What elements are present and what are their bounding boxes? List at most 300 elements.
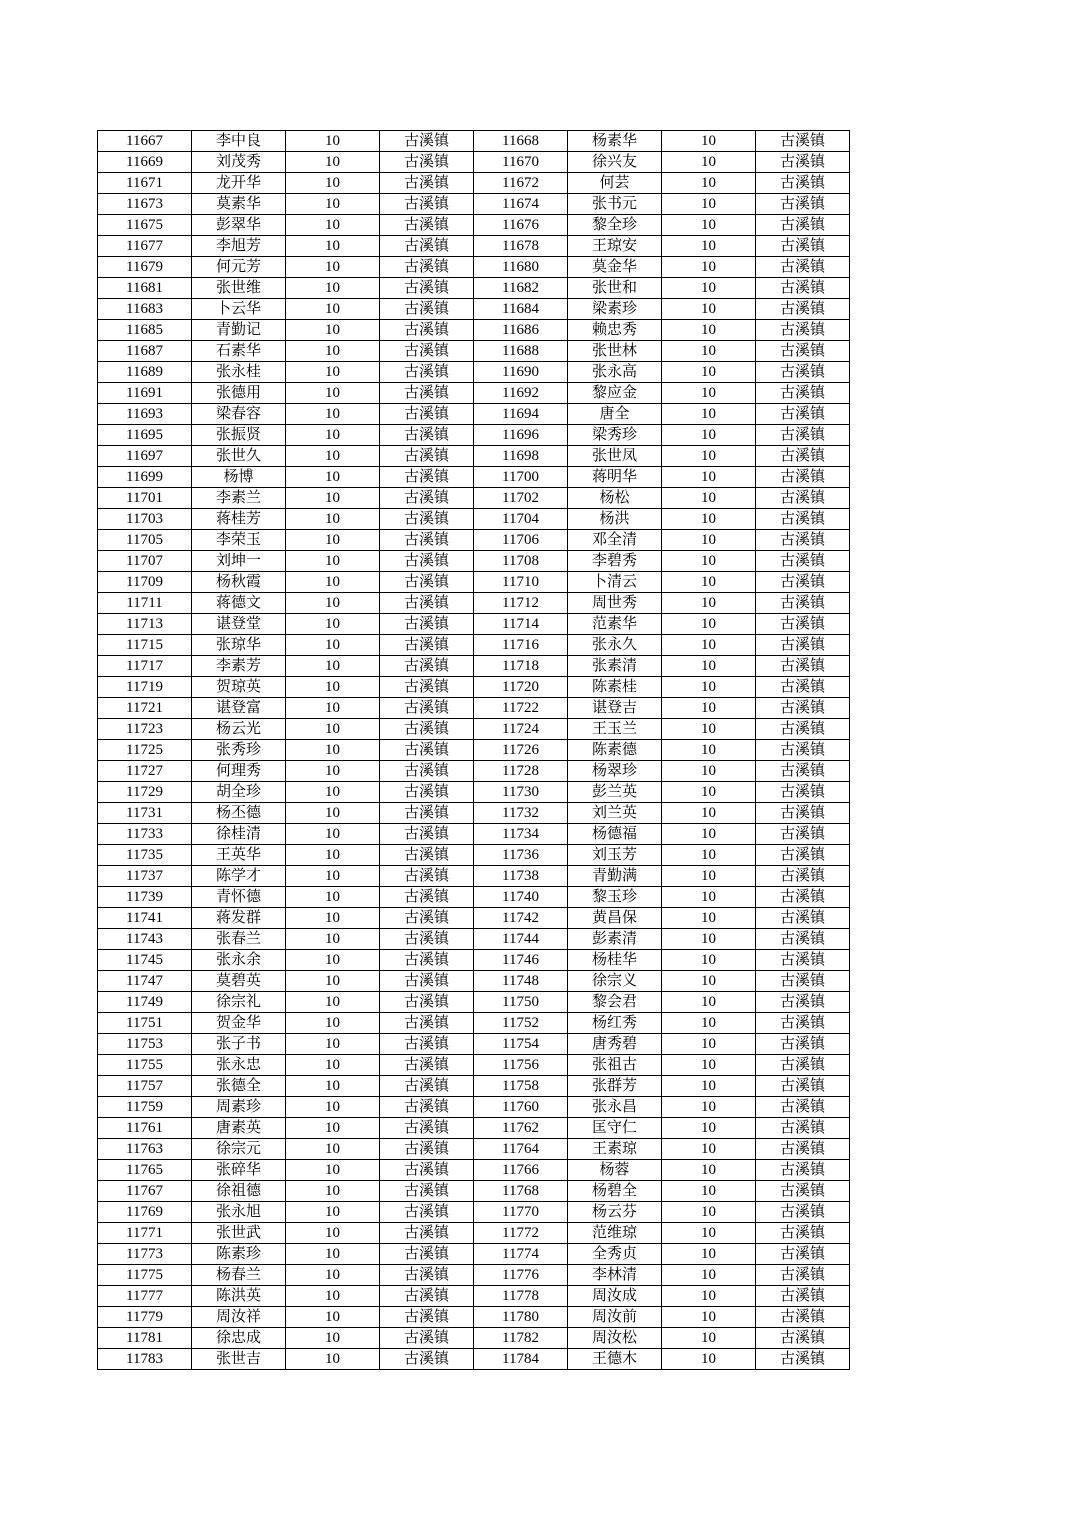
id-cell: 11717 — [98, 656, 192, 677]
name-cell: 范维琼 — [568, 1223, 662, 1244]
town-cell: 古溪镇 — [756, 929, 850, 950]
amount-cell: 10 — [286, 971, 380, 992]
town-cell: 古溪镇 — [380, 509, 474, 530]
amount-cell: 10 — [662, 656, 756, 677]
id-cell: 11753 — [98, 1034, 192, 1055]
amount-cell: 10 — [662, 362, 756, 383]
name-cell: 徐宗礼 — [192, 992, 286, 1013]
id-cell: 11699 — [98, 467, 192, 488]
name-cell: 黎全珍 — [568, 215, 662, 236]
town-cell: 古溪镇 — [756, 1244, 850, 1265]
town-cell: 古溪镇 — [756, 320, 850, 341]
name-cell: 邓全清 — [568, 530, 662, 551]
table-row — [98, 1181, 850, 1202]
amount-cell: 10 — [662, 383, 756, 404]
amount-cell: 10 — [662, 1160, 756, 1181]
amount-cell: 10 — [286, 593, 380, 614]
table-row — [98, 1055, 850, 1076]
town-cell: 古溪镇 — [756, 782, 850, 803]
amount-cell: 10 — [286, 1097, 380, 1118]
name-cell: 青勤满 — [568, 866, 662, 887]
town-cell: 古溪镇 — [380, 950, 474, 971]
amount-cell: 10 — [662, 467, 756, 488]
id-cell: 11744 — [474, 929, 568, 950]
name-cell: 黎会君 — [568, 992, 662, 1013]
town-cell: 古溪镇 — [380, 1244, 474, 1265]
table-row — [98, 383, 850, 404]
table-row — [98, 299, 850, 320]
amount-cell: 10 — [286, 929, 380, 950]
id-cell: 11779 — [98, 1307, 192, 1328]
town-cell: 古溪镇 — [756, 656, 850, 677]
amount-cell: 10 — [286, 803, 380, 824]
table-row — [98, 320, 850, 341]
name-cell: 杨云芬 — [568, 1202, 662, 1223]
town-cell: 古溪镇 — [756, 194, 850, 215]
id-cell: 11708 — [474, 551, 568, 572]
town-cell: 古溪镇 — [380, 887, 474, 908]
amount-cell: 10 — [662, 194, 756, 215]
id-cell: 11691 — [98, 383, 192, 404]
name-cell: 张世维 — [192, 278, 286, 299]
town-cell: 古溪镇 — [756, 1055, 850, 1076]
town-cell: 古溪镇 — [756, 551, 850, 572]
amount-cell: 10 — [662, 1223, 756, 1244]
table-row — [98, 1307, 850, 1328]
table-row — [98, 1118, 850, 1139]
name-cell: 张德用 — [192, 383, 286, 404]
id-cell: 11719 — [98, 677, 192, 698]
name-cell: 张世久 — [192, 446, 286, 467]
amount-cell: 10 — [286, 1013, 380, 1034]
id-cell: 11773 — [98, 1244, 192, 1265]
amount-cell: 10 — [662, 278, 756, 299]
town-cell: 古溪镇 — [380, 320, 474, 341]
id-cell: 11768 — [474, 1181, 568, 1202]
amount-cell: 10 — [286, 530, 380, 551]
name-cell: 龙开华 — [192, 173, 286, 194]
amount-cell: 10 — [286, 425, 380, 446]
town-cell: 古溪镇 — [756, 1097, 850, 1118]
id-cell: 11731 — [98, 803, 192, 824]
name-cell: 梁秀珍 — [568, 425, 662, 446]
town-cell: 古溪镇 — [756, 593, 850, 614]
amount-cell: 10 — [286, 698, 380, 719]
amount-cell: 10 — [286, 362, 380, 383]
name-cell: 李素芳 — [192, 656, 286, 677]
name-cell: 杨秋霞 — [192, 572, 286, 593]
amount-cell: 10 — [662, 1055, 756, 1076]
name-cell: 张德全 — [192, 1076, 286, 1097]
id-cell: 11740 — [474, 887, 568, 908]
amount-cell: 10 — [662, 341, 756, 362]
town-cell: 古溪镇 — [380, 1265, 474, 1286]
name-cell: 张永桂 — [192, 362, 286, 383]
table-row — [98, 152, 850, 173]
name-cell: 青勤记 — [192, 320, 286, 341]
amount-cell: 10 — [286, 1181, 380, 1202]
amount-cell: 10 — [662, 845, 756, 866]
id-cell: 11776 — [474, 1265, 568, 1286]
id-cell: 11745 — [98, 950, 192, 971]
id-cell: 11716 — [474, 635, 568, 656]
amount-cell: 10 — [662, 257, 756, 278]
table-row — [98, 257, 850, 278]
town-cell: 古溪镇 — [380, 1328, 474, 1349]
name-cell: 徐兴友 — [568, 152, 662, 173]
amount-cell: 10 — [662, 887, 756, 908]
table-row — [98, 1265, 850, 1286]
amount-cell: 10 — [286, 761, 380, 782]
amount-cell: 10 — [662, 971, 756, 992]
amount-cell: 10 — [286, 950, 380, 971]
town-cell: 古溪镇 — [756, 845, 850, 866]
amount-cell: 10 — [662, 131, 756, 152]
id-cell: 11747 — [98, 971, 192, 992]
table-row — [98, 1349, 850, 1370]
amount-cell: 10 — [286, 1307, 380, 1328]
town-cell: 古溪镇 — [380, 908, 474, 929]
id-cell: 11774 — [474, 1244, 568, 1265]
id-cell: 11746 — [474, 950, 568, 971]
amount-cell: 10 — [286, 1244, 380, 1265]
name-cell: 刘兰英 — [568, 803, 662, 824]
name-cell: 莫金华 — [568, 257, 662, 278]
table-row — [98, 278, 850, 299]
town-cell: 古溪镇 — [380, 1181, 474, 1202]
amount-cell: 10 — [662, 908, 756, 929]
name-cell: 卜清云 — [568, 572, 662, 593]
amount-cell: 10 — [662, 551, 756, 572]
id-cell: 11752 — [474, 1013, 568, 1034]
id-cell: 11706 — [474, 530, 568, 551]
name-cell: 杨德福 — [568, 824, 662, 845]
town-cell: 古溪镇 — [380, 551, 474, 572]
table-row — [98, 824, 850, 845]
amount-cell: 10 — [662, 635, 756, 656]
town-cell: 古溪镇 — [756, 1013, 850, 1034]
name-cell: 李荣玉 — [192, 530, 286, 551]
id-cell: 11726 — [474, 740, 568, 761]
id-cell: 11712 — [474, 593, 568, 614]
name-cell: 张永忠 — [192, 1055, 286, 1076]
id-cell: 11672 — [474, 173, 568, 194]
amount-cell: 10 — [662, 614, 756, 635]
name-cell: 陈素桂 — [568, 677, 662, 698]
name-cell: 匡守仁 — [568, 1118, 662, 1139]
town-cell: 古溪镇 — [756, 509, 850, 530]
amount-cell: 10 — [662, 698, 756, 719]
amount-cell: 10 — [286, 1160, 380, 1181]
amount-cell: 10 — [286, 614, 380, 635]
amount-cell: 10 — [662, 215, 756, 236]
id-cell: 11730 — [474, 782, 568, 803]
table-row — [98, 530, 850, 551]
table-row — [98, 404, 850, 425]
town-cell: 古溪镇 — [380, 383, 474, 404]
name-cell: 徐忠成 — [192, 1328, 286, 1349]
amount-cell: 10 — [662, 572, 756, 593]
name-cell: 何理秀 — [192, 761, 286, 782]
id-cell: 11741 — [98, 908, 192, 929]
amount-cell: 10 — [286, 782, 380, 803]
table-row — [98, 488, 850, 509]
town-cell: 古溪镇 — [380, 1202, 474, 1223]
name-cell: 徐宗义 — [568, 971, 662, 992]
town-cell: 古溪镇 — [756, 740, 850, 761]
id-cell: 11763 — [98, 1139, 192, 1160]
name-cell: 杨丕德 — [192, 803, 286, 824]
id-cell: 11678 — [474, 236, 568, 257]
name-cell: 张永高 — [568, 362, 662, 383]
id-cell: 11739 — [98, 887, 192, 908]
id-cell: 11686 — [474, 320, 568, 341]
town-cell: 古溪镇 — [380, 404, 474, 425]
name-cell: 杨翠珍 — [568, 761, 662, 782]
id-cell: 11761 — [98, 1118, 192, 1139]
town-cell: 古溪镇 — [380, 215, 474, 236]
id-cell: 11679 — [98, 257, 192, 278]
amount-cell: 10 — [286, 740, 380, 761]
town-cell: 古溪镇 — [756, 341, 850, 362]
id-cell: 11714 — [474, 614, 568, 635]
town-cell: 古溪镇 — [756, 1160, 850, 1181]
table-row — [98, 992, 850, 1013]
name-cell: 杨蓉 — [568, 1160, 662, 1181]
amount-cell: 10 — [286, 1286, 380, 1307]
id-cell: 11755 — [98, 1055, 192, 1076]
town-cell: 古溪镇 — [756, 761, 850, 782]
town-cell: 古溪镇 — [380, 278, 474, 299]
name-cell: 唐素英 — [192, 1118, 286, 1139]
name-cell: 张永余 — [192, 950, 286, 971]
town-cell: 古溪镇 — [380, 971, 474, 992]
amount-cell: 10 — [662, 425, 756, 446]
id-cell: 11760 — [474, 1097, 568, 1118]
amount-cell: 10 — [286, 278, 380, 299]
id-cell: 11729 — [98, 782, 192, 803]
name-cell: 黎玉珍 — [568, 887, 662, 908]
amount-cell: 10 — [286, 341, 380, 362]
amount-cell: 10 — [662, 1286, 756, 1307]
town-cell: 古溪镇 — [380, 1139, 474, 1160]
name-cell: 周汝祥 — [192, 1307, 286, 1328]
name-cell: 梁素珍 — [568, 299, 662, 320]
town-cell: 古溪镇 — [380, 866, 474, 887]
table-row — [98, 677, 850, 698]
amount-cell: 10 — [662, 950, 756, 971]
town-cell: 古溪镇 — [756, 1118, 850, 1139]
roster-table — [97, 130, 850, 1370]
town-cell: 古溪镇 — [756, 908, 850, 929]
town-cell: 古溪镇 — [380, 782, 474, 803]
id-cell: 11722 — [474, 698, 568, 719]
town-cell: 古溪镇 — [380, 152, 474, 173]
id-cell: 11684 — [474, 299, 568, 320]
id-cell: 11721 — [98, 698, 192, 719]
town-cell: 古溪镇 — [756, 1223, 850, 1244]
table-row — [98, 1286, 850, 1307]
amount-cell: 10 — [662, 446, 756, 467]
name-cell: 杨红秀 — [568, 1013, 662, 1034]
town-cell: 古溪镇 — [380, 131, 474, 152]
town-cell: 古溪镇 — [380, 929, 474, 950]
table-row — [98, 908, 850, 929]
table-row — [98, 614, 850, 635]
name-cell: 王玉兰 — [568, 719, 662, 740]
town-cell: 古溪镇 — [380, 719, 474, 740]
amount-cell: 10 — [662, 1265, 756, 1286]
id-cell: 11728 — [474, 761, 568, 782]
town-cell: 古溪镇 — [756, 719, 850, 740]
name-cell: 张子书 — [192, 1034, 286, 1055]
amount-cell: 10 — [662, 740, 756, 761]
town-cell: 古溪镇 — [380, 845, 474, 866]
amount-cell: 10 — [662, 236, 756, 257]
amount-cell: 10 — [662, 530, 756, 551]
id-cell: 11707 — [98, 551, 192, 572]
town-cell: 古溪镇 — [380, 803, 474, 824]
name-cell: 陈素德 — [568, 740, 662, 761]
town-cell: 古溪镇 — [756, 866, 850, 887]
amount-cell: 10 — [286, 992, 380, 1013]
amount-cell: 10 — [662, 1181, 756, 1202]
id-cell: 11737 — [98, 866, 192, 887]
town-cell: 古溪镇 — [756, 299, 850, 320]
id-cell: 11705 — [98, 530, 192, 551]
name-cell: 杨洪 — [568, 509, 662, 530]
amount-cell: 10 — [286, 1139, 380, 1160]
table-row — [98, 341, 850, 362]
id-cell: 11758 — [474, 1076, 568, 1097]
table-row — [98, 971, 850, 992]
name-cell: 张世吉 — [192, 1349, 286, 1370]
town-cell: 古溪镇 — [756, 1265, 850, 1286]
id-cell: 11733 — [98, 824, 192, 845]
amount-cell: 10 — [662, 677, 756, 698]
town-cell: 古溪镇 — [756, 824, 850, 845]
town-cell: 古溪镇 — [756, 950, 850, 971]
id-cell: 11736 — [474, 845, 568, 866]
amount-cell: 10 — [662, 488, 756, 509]
id-cell: 11769 — [98, 1202, 192, 1223]
name-cell: 张群芳 — [568, 1076, 662, 1097]
table-row — [98, 1076, 850, 1097]
amount-cell: 10 — [286, 1328, 380, 1349]
amount-cell: 10 — [286, 1034, 380, 1055]
amount-cell: 10 — [286, 677, 380, 698]
name-cell: 李旭芳 — [192, 236, 286, 257]
amount-cell: 10 — [662, 404, 756, 425]
table-row — [98, 656, 850, 677]
amount-cell: 10 — [662, 299, 756, 320]
name-cell: 周汝成 — [568, 1286, 662, 1307]
id-cell: 11687 — [98, 341, 192, 362]
town-cell: 古溪镇 — [380, 740, 474, 761]
table-row — [98, 467, 850, 488]
town-cell: 古溪镇 — [380, 362, 474, 383]
town-cell: 古溪镇 — [380, 299, 474, 320]
town-cell: 古溪镇 — [380, 677, 474, 698]
id-cell: 11764 — [474, 1139, 568, 1160]
name-cell: 李素兰 — [192, 488, 286, 509]
id-cell: 11683 — [98, 299, 192, 320]
name-cell: 卜云华 — [192, 299, 286, 320]
table-row — [98, 425, 850, 446]
table-row — [98, 215, 850, 236]
town-cell: 古溪镇 — [756, 677, 850, 698]
name-cell: 杨桂华 — [568, 950, 662, 971]
town-cell: 古溪镇 — [380, 530, 474, 551]
name-cell: 杨松 — [568, 488, 662, 509]
id-cell: 11781 — [98, 1328, 192, 1349]
name-cell: 杨碧全 — [568, 1181, 662, 1202]
name-cell: 莫碧英 — [192, 971, 286, 992]
amount-cell: 10 — [662, 803, 756, 824]
name-cell: 张春兰 — [192, 929, 286, 950]
name-cell: 谌登堂 — [192, 614, 286, 635]
amount-cell: 10 — [662, 1307, 756, 1328]
name-cell: 张振贤 — [192, 425, 286, 446]
amount-cell: 10 — [662, 1097, 756, 1118]
name-cell: 李林清 — [568, 1265, 662, 1286]
id-cell: 11710 — [474, 572, 568, 593]
amount-cell: 10 — [286, 866, 380, 887]
town-cell: 古溪镇 — [756, 383, 850, 404]
name-cell: 黄昌保 — [568, 908, 662, 929]
name-cell: 周素珍 — [192, 1097, 286, 1118]
table-row — [98, 845, 850, 866]
name-cell: 陈素珍 — [192, 1244, 286, 1265]
town-cell: 古溪镇 — [756, 530, 850, 551]
town-cell: 古溪镇 — [380, 1223, 474, 1244]
id-cell: 11766 — [474, 1160, 568, 1181]
name-cell: 周世秀 — [568, 593, 662, 614]
town-cell: 古溪镇 — [756, 446, 850, 467]
table-row — [98, 1034, 850, 1055]
table-row — [98, 593, 850, 614]
town-cell: 古溪镇 — [380, 1349, 474, 1370]
amount-cell: 10 — [662, 929, 756, 950]
id-cell: 11692 — [474, 383, 568, 404]
name-cell: 张书元 — [568, 194, 662, 215]
amount-cell: 10 — [286, 236, 380, 257]
amount-cell: 10 — [286, 299, 380, 320]
table-row — [98, 446, 850, 467]
town-cell: 古溪镇 — [756, 1181, 850, 1202]
town-cell: 古溪镇 — [380, 1286, 474, 1307]
amount-cell: 10 — [662, 1118, 756, 1139]
name-cell: 刘茂秀 — [192, 152, 286, 173]
id-cell: 11762 — [474, 1118, 568, 1139]
name-cell: 王英华 — [192, 845, 286, 866]
name-cell: 王琼安 — [568, 236, 662, 257]
name-cell: 彭兰英 — [568, 782, 662, 803]
table-row — [98, 509, 850, 530]
name-cell: 徐祖德 — [192, 1181, 286, 1202]
amount-cell: 10 — [286, 1118, 380, 1139]
name-cell: 张世凤 — [568, 446, 662, 467]
amount-cell: 10 — [286, 1265, 380, 1286]
town-cell: 古溪镇 — [380, 1097, 474, 1118]
name-cell: 周汝前 — [568, 1307, 662, 1328]
town-cell: 古溪镇 — [380, 194, 474, 215]
id-cell: 11778 — [474, 1286, 568, 1307]
amount-cell: 10 — [286, 446, 380, 467]
town-cell: 古溪镇 — [380, 425, 474, 446]
id-cell: 11690 — [474, 362, 568, 383]
table-row — [98, 803, 850, 824]
